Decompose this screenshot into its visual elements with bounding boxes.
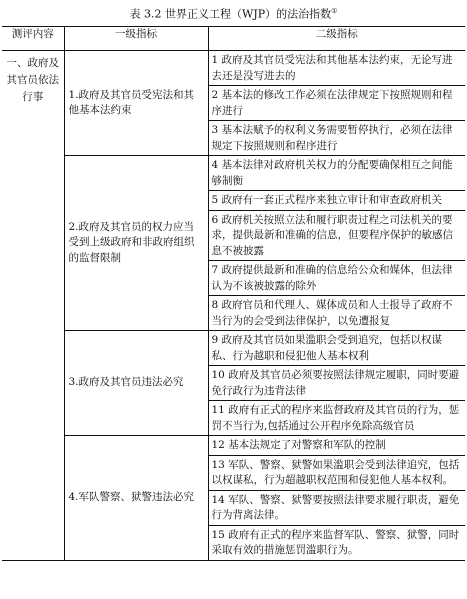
indicator-cell: 9 政府及其官员如果滥职会受到追究，包括以权谋私、行为越职和侵犯他人基本权利	[208, 331, 465, 366]
table-row	[2, 51, 465, 86]
level1-cell: 1.政府及其官员受宪法和其他基本法约束	[64, 51, 208, 156]
header-cell: 测评内容	[2, 27, 64, 51]
table-row	[2, 156, 465, 191]
category-cell: 一、政府及其官员依法行事	[2, 51, 64, 561]
indicator-cell: 6 政府机关按照立法和履行职责过程之司法机关的要求，提供最新和准确的信息，但要程序保护的敏感信息不被披露	[208, 210, 465, 261]
table-row	[2, 331, 465, 366]
table-caption	[0, 4, 467, 22]
header-cell: 二级指标	[208, 27, 465, 51]
table-title: 表 3.2 世界正义工程（WJP）的法治指数	[129, 7, 332, 21]
indicator-cell: 3 基本法赋予的权利义务需要暂停执行，必须在法律规定下按照规则和程序进行	[208, 121, 465, 156]
level1-cell: 2.政府及其官员的权力应当受到上级政府和非政府组织的监督限制	[64, 156, 208, 331]
indicator-cell: 8 政府官员和代理人、媒体成员和人士报导了政府不当行为的会受到法律保护，以免遭报复	[208, 296, 465, 331]
indicator-cell: 1 政府及其官员受宪法和其他基本法约束，无论写进去还是没写进去的	[208, 51, 465, 86]
indicator-cell: 12 基本法规定了对警察和军队的控制	[208, 436, 465, 456]
header-row	[2, 27, 465, 51]
indicator-cell: 4 基本法律对政府机关权力的分配要确保相互之间能够制衡	[208, 156, 465, 191]
footnote-marker: ①	[331, 7, 338, 15]
indicator-cell: 14 军队、警察、狱警要按照法律要求履行职责，避免行为背离法律。	[208, 490, 465, 525]
table-row	[2, 436, 465, 456]
indicator-cell: 10 政府及其官员必须要按照法律规定履职，同时要避免行政行为违背法律	[208, 366, 465, 401]
indicator-cell: 13 军队、警察、狱警如果滥职会受到法律追究，包括以权谋私，行为超越职权范围和侵犯他人基本权利。	[208, 455, 465, 490]
indicator-cell: 5 政府有一套正式程序来独立审计和审查政府机关	[208, 191, 465, 211]
indicator-cell: 2 基本法的修改工作必须在法律规定下按照规则和程序进行	[208, 86, 465, 121]
wjp-index-table	[2, 26, 465, 561]
indicator-cell: 11 政府有正式的程序来监督政府及其官员的行为，惩罚不当行为,包括通过公开程序免除高级官员	[208, 401, 465, 436]
indicator-cell: 7 政府提供最新和准确的信息给公众和媒体，但法律认为不该被披露的除外	[208, 261, 465, 296]
indicator-cell: 15 政府有正式的程序来监督军队、警察、狱警，同时采取有效的措施惩罚滥职行为。	[208, 525, 465, 560]
level1-cell: 3.政府及其官员违法必究	[64, 331, 208, 436]
level1-cell: 4.军队警察、狱警违法必究	[64, 436, 208, 561]
header-cell: 一级指标	[64, 27, 208, 51]
